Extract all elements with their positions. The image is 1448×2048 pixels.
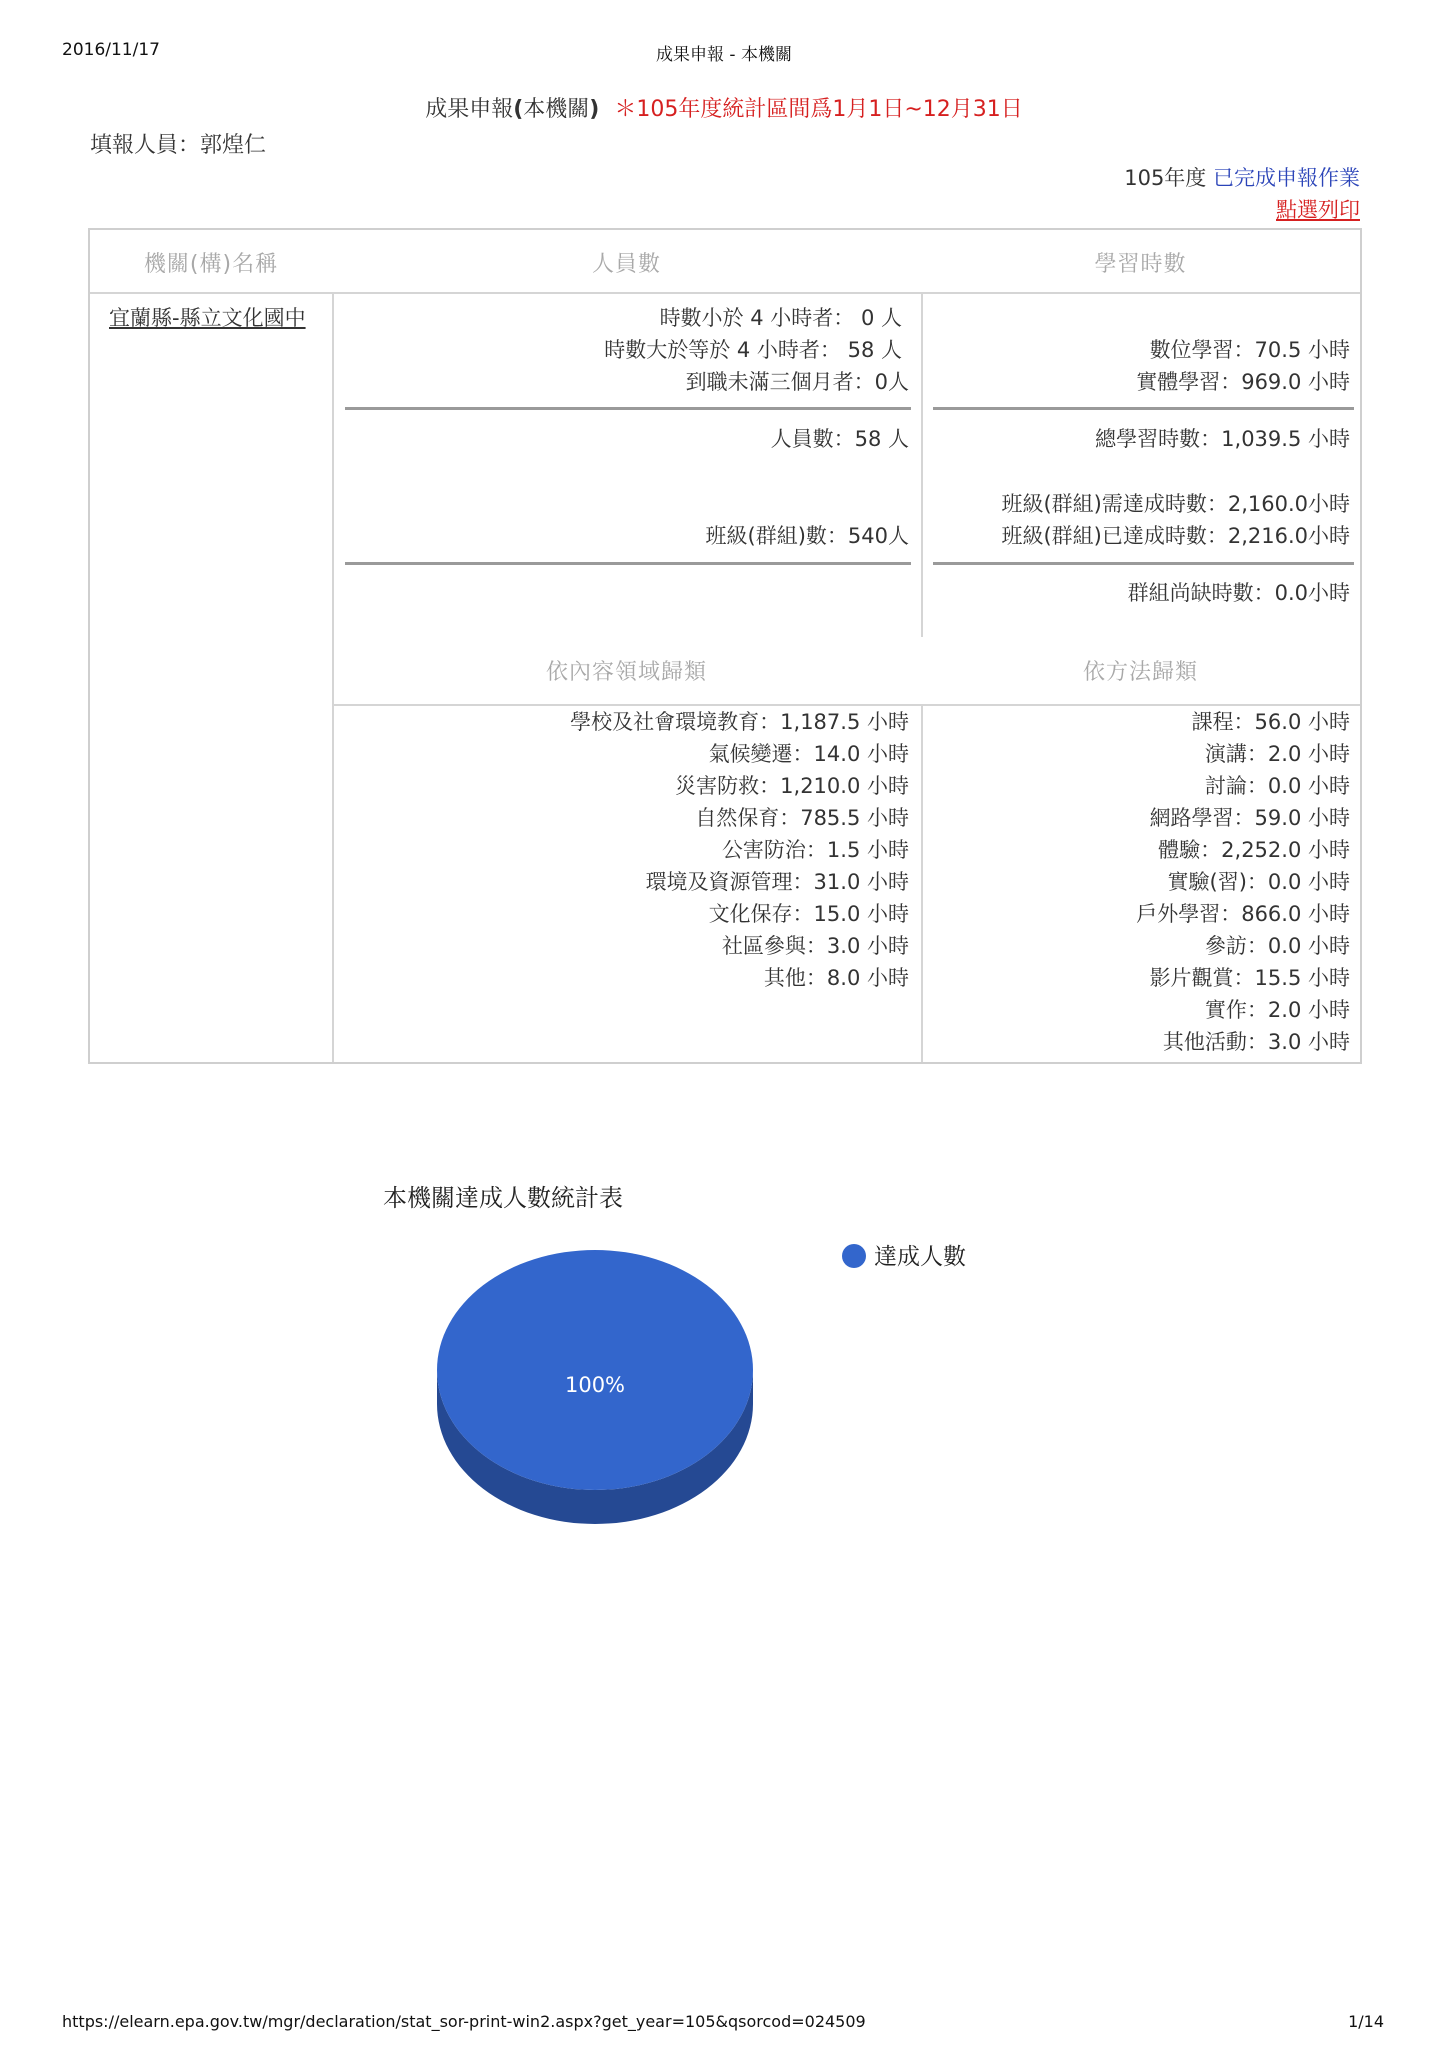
people-over4: 時數大於等於 4 小時者： 58 人	[604, 338, 902, 362]
header-content: 依內容領域歸類	[545, 660, 707, 685]
method-item: 實作：2.0 小時	[1204, 998, 1350, 1022]
method-item: 影片觀賞：15.5 小時	[1149, 966, 1350, 990]
class-achieved-hours: 班級(群組)已達成時數：2,216.0小時	[1001, 524, 1350, 548]
footer-url: https://elearn.epa.gov.tw/mgr/declaration/stat_sor-print-win2.aspx?get_year=105&qsorcod=024509	[62, 2012, 866, 2031]
people-separator-1	[345, 407, 911, 410]
legend-swatch	[842, 1244, 866, 1268]
col-divider-2a	[921, 292, 923, 637]
content-item: 社區參與：3.0 小時	[721, 934, 909, 958]
content-item: 學校及社會環境教育：1,187.5 小時	[570, 710, 909, 734]
method-item: 討論：0.0 小時	[1204, 774, 1350, 798]
title-paren-word: 本機關	[523, 97, 590, 122]
print-link[interactable]: 點選列印	[1276, 198, 1360, 222]
header-method: 依方法歸類	[1082, 660, 1198, 685]
content-item: 文化保存：15.0 小時	[708, 902, 909, 926]
result-table	[88, 228, 1362, 1064]
content-item: 其他：8.0 小時	[763, 966, 909, 990]
header-divider	[90, 292, 1360, 294]
pie-slice	[437, 1250, 753, 1490]
hours-separator-2	[933, 562, 1354, 565]
content-item: 公害防治：1.5 小時	[721, 838, 909, 862]
method-item: 戶外學習：866.0 小時	[1136, 902, 1350, 926]
page-tab-title: 成果申報 - 本機關	[656, 45, 792, 65]
title-paren-close: )	[589, 97, 600, 122]
status-line	[1124, 162, 1360, 192]
col-divider-2b	[921, 705, 923, 1062]
method-item: 網路學習：59.0 小時	[1149, 806, 1350, 830]
status-text: 已完成申報作業	[1213, 166, 1360, 190]
class-required-hours: 班級(群組)需達成時數：2,160.0小時	[1001, 492, 1350, 516]
method-item: 其他活動：3.0 小時	[1162, 1030, 1350, 1054]
method-item: 實驗(習)：0.0 小時	[1167, 870, 1350, 894]
hours-physical: 實體學習：969.0 小時	[1136, 370, 1350, 394]
people-under4: 時數小於 4 小時者： 0 人	[659, 306, 902, 330]
hours-total: 總學習時數：1,039.5 小時	[1095, 427, 1350, 451]
status-year: 105年度	[1124, 166, 1207, 190]
print-date: 2016/11/17	[62, 40, 160, 60]
footer-page-number: 1/14	[1348, 2012, 1384, 2031]
content-item: 氣候變遷：14.0 小時	[708, 742, 909, 766]
people-new-staff: 到職未滿三個月者：0人	[685, 370, 909, 394]
people-separator-2	[345, 562, 911, 565]
content-item: 災害防救：1,210.0 小時	[675, 774, 909, 798]
title-note: ＊105年度統計區間爲1月1日~12月31日	[614, 97, 1023, 122]
page-title	[0, 92, 1448, 123]
chart-title: 本機關達成人數統計表	[383, 1184, 623, 1212]
agency-name-link[interactable]: 宜蘭縣-縣立文化國中	[109, 306, 306, 330]
pie-data-label: 100%	[564, 1373, 626, 1397]
header-hours: 學習時數	[1094, 252, 1187, 277]
title-prefix: 成果申報	[425, 97, 514, 122]
method-item: 體驗：2,252.0 小時	[1158, 838, 1350, 862]
group-shortage-hours: 群組尚缺時數：0.0小時	[1127, 581, 1350, 605]
method-item: 演講：2.0 小時	[1204, 742, 1350, 766]
hours-separator-1	[933, 407, 1354, 410]
people-total: 人員數：58 人	[770, 427, 909, 451]
reporter: 填報人員：郭煌仁	[90, 133, 267, 158]
method-item: 課程：56.0 小時	[1191, 710, 1350, 734]
content-item: 自然保育：785.5 小時	[695, 806, 909, 830]
hours-digital: 數位學習：70.5 小時	[1149, 338, 1350, 362]
header-people: 人員數	[591, 252, 661, 277]
legend-label: 達成人數	[874, 1244, 966, 1270]
content-item: 環境及資源管理：31.0 小時	[645, 870, 909, 894]
class-count: 班級(群組)數：540人	[705, 524, 909, 548]
title-paren-open: (	[513, 97, 524, 122]
pie-chart	[400, 1230, 1000, 1570]
header-agency: 機關(構)名稱	[143, 252, 279, 277]
method-item: 參訪：0.0 小時	[1204, 934, 1350, 958]
